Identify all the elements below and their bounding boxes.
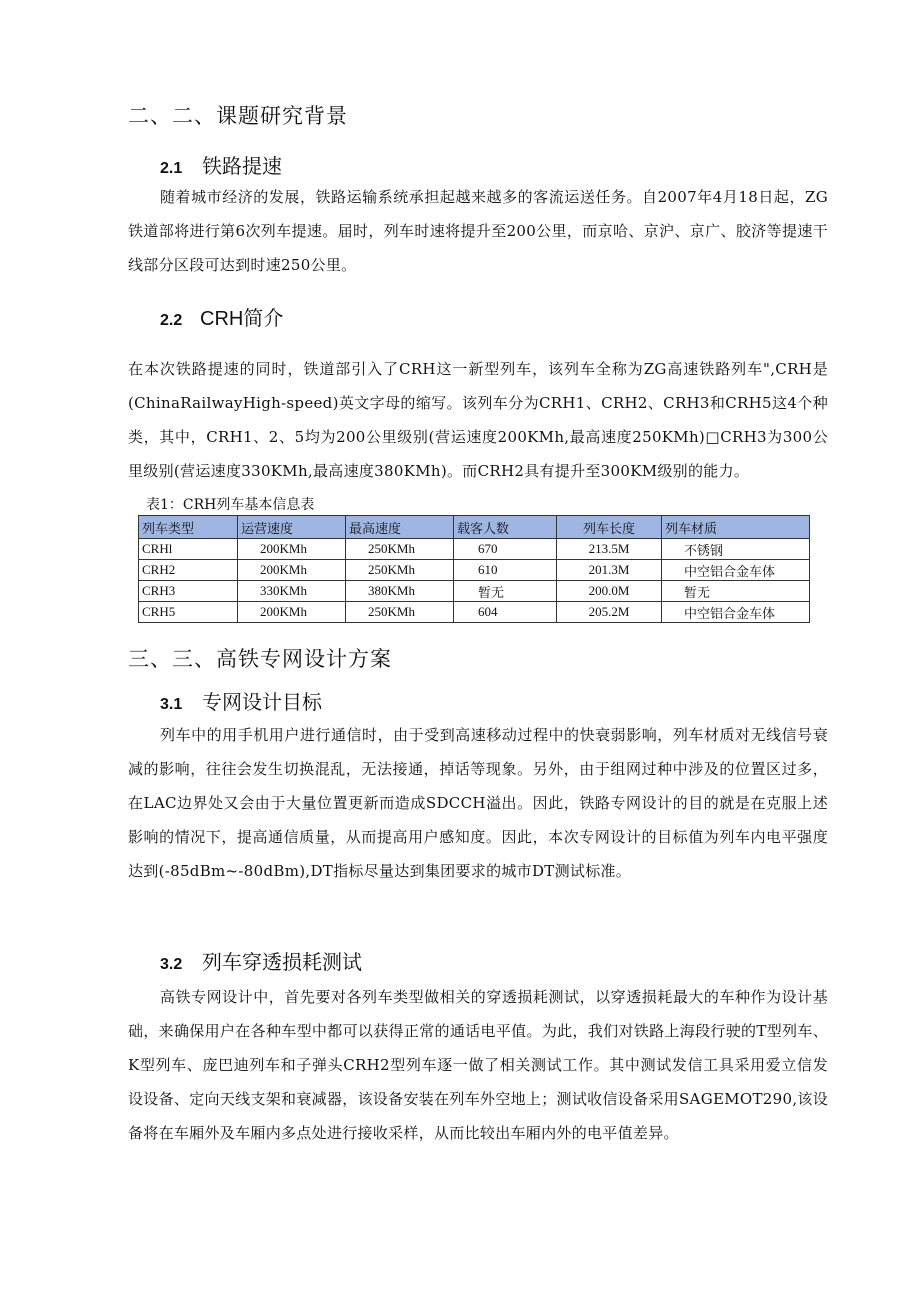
- cell-max-speed: 250KMh: [346, 560, 454, 581]
- cell-passenger-capacity: 604: [454, 602, 557, 623]
- cell-train-material: 不锈钢: [662, 539, 810, 560]
- cell-train-length: 205.2M: [557, 602, 662, 623]
- cell-train-length: 200.0M: [557, 581, 662, 602]
- section-3-1-paragraph: 列车中的用手机用户进行通信时，由于受到高速移动过程中的快衰弱影响，列车材质对无线信号衰减的影响，往往会发生切换混乱，无法接通，掉话等现象。另外，由于组网过种中涉及的位置区过多，在LAC边界处又会由于大量位置更新而造成SDCCH溢出。因此，铁路专网设计的目的就是在克服上述影响的情况下，提高通信质量，从而提高用户感知度。因此，本次专网设计的目标值为列车内电平强度达到(-85dBm~-80dBm),DT指标尽量达到集团要求的城市DT测试标准。: [128, 726, 828, 880]
- header-train-type: 列车类型: [139, 516, 238, 539]
- cell-train-material: 中空铝合金车体: [662, 560, 810, 581]
- cell-operating-speed: 330KMh: [238, 581, 346, 602]
- section-2-2-heading: [160, 302, 283, 331]
- header-operating-speed: 运营速度: [238, 516, 346, 539]
- section-2-2-number: 2.2: [160, 312, 183, 329]
- table-row: [139, 560, 810, 581]
- cell-train-type: CRH3: [139, 581, 238, 602]
- section-3-1-title: 专网设计目标: [202, 690, 322, 714]
- section-2-1-paragraph: 随着城市经济的发展，铁路运输系统承担起越来越多的客流运送任务。自2007年4月18日起，ZG铁道部将进行第6次列车提速。届时，列车时速将提升至200公里，而京哈、京沪、京广、胶济等提速干线部分区段可达到时速250公里。: [128, 188, 828, 274]
- cell-train-material: 暂无: [662, 581, 810, 602]
- table-row: [139, 581, 810, 602]
- cell-operating-speed: 200KMh: [238, 539, 346, 560]
- cell-operating-speed: 200KMh: [238, 560, 346, 581]
- cell-max-speed: 250KMh: [346, 539, 454, 560]
- section-3-1-heading: [160, 686, 322, 715]
- table-header-row: [139, 516, 810, 539]
- cell-train-length: 213.5M: [557, 539, 662, 560]
- cell-passenger-capacity: 610: [454, 560, 557, 581]
- section-2-1-heading: [160, 150, 282, 179]
- table-row: [139, 539, 810, 560]
- section-2-2-title: CRH简介: [200, 308, 284, 330]
- crh-info-table: [138, 515, 810, 623]
- section-3-2-heading: [160, 946, 362, 975]
- section-2-1-title: 铁路提速: [202, 154, 282, 178]
- section-3-heading: 三、三、高铁专网设计方案: [128, 647, 392, 671]
- cell-max-speed: 380KMh: [346, 581, 454, 602]
- header-passenger-capacity: 载客人数: [454, 516, 557, 539]
- cell-max-speed: 250KMh: [346, 602, 454, 623]
- cell-passenger-capacity: 670: [454, 539, 557, 560]
- table-caption: 表1：CRH列车基本信息表: [146, 497, 315, 513]
- section-3-2-number: 3.2: [160, 956, 183, 973]
- header-train-length: 列车长度: [557, 516, 662, 539]
- cell-train-material: 中空铝合金车体: [662, 602, 810, 623]
- section-2-1-number: 2.1: [160, 160, 183, 177]
- section-3-1-number: 3.1: [160, 696, 183, 713]
- cell-train-type: CRHl: [139, 539, 238, 560]
- section-3-2-title: 列车穿透损耗测试: [202, 950, 362, 974]
- header-max-speed: 最高速度: [346, 516, 454, 539]
- table-row: [139, 602, 810, 623]
- section-3-2-paragraph: 高铁专网设计中，首先要对各列车类型做相关的穿透损耗测试，以穿透损耗最大的车种作为设计基础，来确保用户在各种车型中都可以获得正常的通话电平值。为此，我们对铁路上海段行驶的T型列车、K型列车、庞巴迪列车和子弹头CRH2型列车逐一做了相关测试工作。其中测试发信工具采用爱立信发设设备、定向天线支架和衰减器，该设备安装在列车外空地上；测试收信设备采用SAGEMOT290,该设备将在车厢外及车厢内多点处进行接收采样，从而比较出车厢内外的电平值差异。: [128, 988, 828, 1142]
- section-2-2-paragraph: 在本次铁路提速的同时，铁道部引入了CRH这一新型列车，该列车全称为ZG高速铁路列车",CRH是(ChinaRailwayHigh-speed)英文字母的缩写。该列车分为CRH1、CRH2、CRH3和CRH5这4个种类，其中，CRH1、2、5均为200公里级别(营运速度200KMh,最高速度250KMh)□CRH3为300公里级别(营运速度330KMh,最高速度380KMh)。而CRH2具有提升至300KM级别的能力。: [128, 360, 828, 480]
- cell-operating-speed: 200KMh: [238, 602, 346, 623]
- cell-train-type: CRH2: [139, 560, 238, 581]
- header-train-material: 列车材质: [662, 516, 810, 539]
- section-2-heading: 二、二、课题研究背景: [128, 104, 348, 128]
- cell-train-type: CRH5: [139, 602, 238, 623]
- cell-passenger-capacity: 暂无: [454, 581, 557, 602]
- cell-train-length: 201.3M: [557, 560, 662, 581]
